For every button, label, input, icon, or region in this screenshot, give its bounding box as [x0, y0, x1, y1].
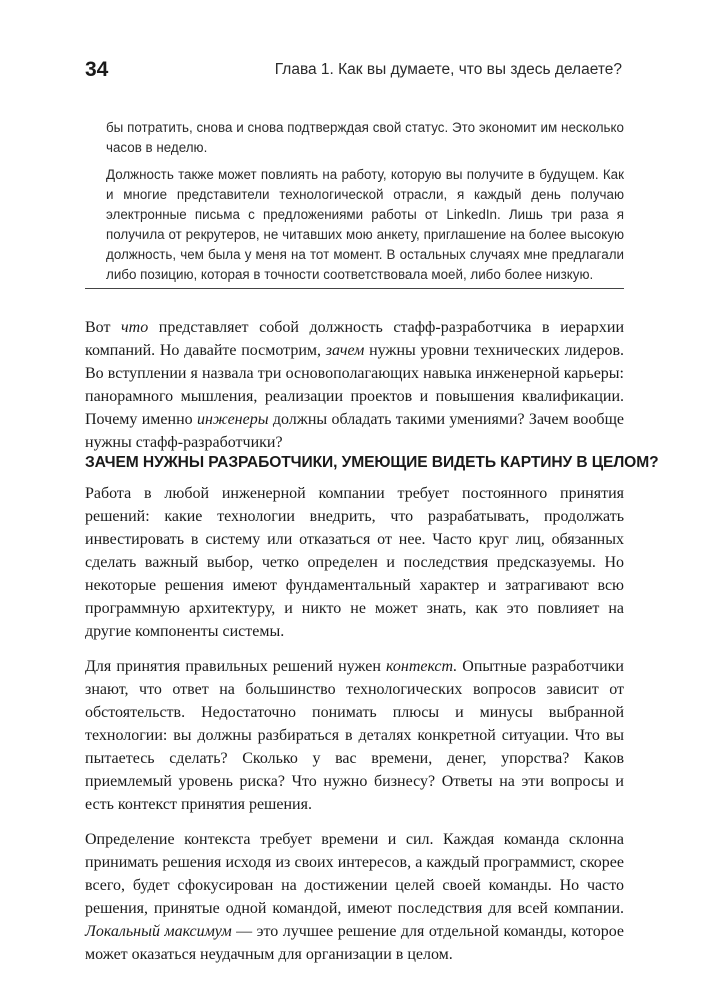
- body-paragraph: [85, 828, 624, 966]
- text-run: — это лучшее решение для отдельной команды, которое может оказаться неудачным для организации в целом.: [85, 923, 624, 963]
- sidebar-divider: [85, 288, 624, 289]
- text-run: Для принятия правильных решений нужен: [85, 658, 386, 675]
- text-run: Опытные разработчики знают, что ответ на большинство технологических вопросов зависит от обстоятельств. Недостаточно понимать плюсы и минусы выбранной технологии: вы должны разбираться в деталях конкретной ситуации. Что вы пытаетесь сделать? Сколько у вас времени, денег, упорства? Каков приемлемый уровень риска? Что нужно бизнесу? Ответы на эти вопросы и есть контекст принятия решения.: [85, 658, 624, 813]
- sidebar-box: [106, 118, 624, 292]
- emphasis: зачем: [325, 342, 365, 359]
- sidebar-paragraph: Должность также может повлиять на работу, которую вы получите в будущем. Как и многие представители технологической отрасли, я каждый день получаю электронные письма с предложениями работы от LinkedIn. Лишь три раза я получила от рекрутеров, не читавших мою анкету, приглашение на более высокую должность, чем была у меня на тот момент. В остальных случаях мне предлагали либо позицию, которая в точности соответствовала моей, либо более низкую.: [106, 167, 624, 282]
- intro-text: [85, 316, 624, 454]
- sidebar-paragraph: бы потратить, снова и снова подтверждая свой статус. Это экономит им несколько часов в неделю.: [106, 120, 624, 155]
- text-run: нужны уровни технических лидеров. Во вступлении я назвала три основополагающих навыка инженерной карьеры: панорамного мышления, реализации проектов и повышения квалификации. Почему именно: [85, 342, 624, 428]
- section-heading: ЗАЧЕМ НУЖНЫ РАЗРАБОТЧИКИ, УМЕЮЩИЕ ВИДЕТЬ КАРТИНУ В ЦЕЛОМ?: [85, 454, 659, 471]
- emphasis: что: [121, 319, 149, 336]
- page-number: 34: [85, 58, 109, 81]
- emphasis: Локальный максимум: [85, 923, 232, 940]
- text-run: представляет собой должность стафф-разработчика в иерархии компаний. Но давайте посмотрим,: [85, 319, 625, 359]
- emphasis: контекст.: [386, 658, 458, 675]
- section-body: [85, 482, 624, 966]
- text-run: Вот: [85, 319, 122, 336]
- intro-paragraph: [85, 316, 624, 454]
- running-head: Глава 1. Как вы думаете, что вы здесь делаете?: [274, 61, 622, 78]
- text-run: Определение контекста требует времени и сил. Каждая команда склонна принимать решения исходя из своих интересов, а каждый программист, скорее всего, будет сфокусирован на достижении целей своей команды. Но часто решения, принятые одной командой, имеют последствия для всей компании.: [85, 831, 624, 917]
- body-paragraph: Работа в любой инженерной компании требует постоянного принятия решений: какие технологии внедрить, что разрабатывать, продолжать инвестировать в систему или отказаться от нее. Часто круг лиц, обязанных сделать важный выбор, четко определен и последствия предсказуемы. Но некоторые решения имеют фундаментальный характер и затрагивают всю программную архитектуру, и никто не может знать, как это повлияет на другие компоненты системы.: [85, 485, 624, 640]
- emphasis: инженеры: [196, 411, 269, 428]
- body-paragraph: [85, 655, 624, 816]
- text-run: должны обладать такими умениями? Зачем вообще нужны стафф-разработчики?: [85, 411, 624, 451]
